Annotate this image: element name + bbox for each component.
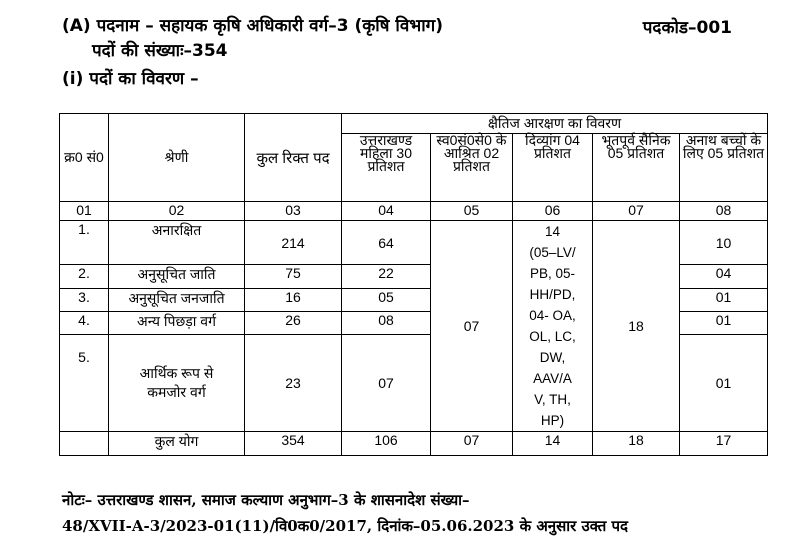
col-header-women: उत्तराखण्ड महिला 30 प्रतिशत — [342, 134, 431, 202]
table-row — [60, 221, 768, 265]
row-total: 23 — [245, 334, 342, 431]
row-orphan: 01 — [680, 334, 768, 431]
row-women: 05 — [342, 288, 431, 311]
row-orphan: 01 — [680, 311, 768, 334]
col-number: 03 — [245, 202, 342, 221]
col-header-sno: क्र0 सं0 — [60, 114, 109, 202]
divyang-line: OL, LC, — [529, 329, 576, 344]
note-line-2: 48/XVII-A-3/2023-01(11)/वि0क0/2017, दिनांक–05.06.2023 के अनुसार उक्त पद — [62, 517, 629, 535]
row-orphan: 04 — [680, 265, 768, 288]
col-number: 07 — [593, 202, 680, 221]
column-number-row — [60, 202, 768, 221]
section-heading: (i) पदों का विवरण – — [62, 69, 199, 89]
row-category: अनारक्षित — [109, 221, 245, 265]
divyang-line: PB, 05- — [529, 266, 576, 281]
merged-divyang — [513, 221, 593, 432]
total-total: 354 — [245, 432, 342, 456]
post-code: पदकोड–001 — [642, 18, 732, 38]
col-number: 01 — [60, 202, 109, 221]
row-total: 16 — [245, 288, 342, 311]
total-sno — [60, 432, 109, 456]
divyang-line: AAV/A — [533, 371, 572, 386]
total-label: कुल योग — [109, 432, 245, 456]
total-ex-servicemen: 18 — [593, 432, 680, 456]
divyang-line: 04- OA, — [529, 308, 576, 323]
merged-freedom-fighter: 07 — [431, 221, 513, 432]
col-number: 04 — [342, 202, 431, 221]
row-sno: 5. — [60, 334, 109, 431]
divyang-line: 14 — [544, 224, 561, 239]
note-line-1: नोटः– उत्तराखण्ड शासन, समाज कल्याण अनुभाग–3 के शासनादेश संख्या– — [62, 491, 470, 509]
row-women: 08 — [342, 311, 431, 334]
total-freedom-fighter: 07 — [431, 432, 513, 456]
row-total: 214 — [245, 221, 342, 265]
total-row — [60, 432, 768, 456]
col-header-divyang: दिव्यांग 04 प्रतिशत — [513, 134, 593, 202]
row-sno: 1. — [60, 221, 109, 265]
col-number: 08 — [680, 202, 768, 221]
divyang-line: HP) — [540, 413, 565, 428]
total-women: 106 — [342, 432, 431, 456]
total-orphan: 17 — [680, 432, 768, 456]
post-title: (A) पदनाम – सहायक कृषि अधिकारी वर्ग–3 (कृषि विभाग) — [62, 16, 443, 36]
col-number: 05 — [431, 202, 513, 221]
col-header-ex-servicemen: भूतपूर्व सैनिक 05 प्रतिशत — [593, 134, 680, 202]
row-category: अन्य पिछड़ा वर्ग — [109, 311, 245, 334]
total-divyang: 14 — [513, 432, 593, 456]
row-women: 07 — [342, 334, 431, 431]
row-total: 75 — [245, 265, 342, 288]
col-header-category: श्रेणी — [109, 114, 245, 202]
row-women: 22 — [342, 265, 431, 288]
col-header-orphan: अनाथ बच्चों के लिए 05 प्रतिशत — [680, 134, 768, 202]
reservation-table — [59, 113, 768, 456]
row-sno: 2. — [60, 265, 109, 288]
row-category: अनुसूचित जाति — [109, 265, 245, 288]
row-women: 64 — [342, 221, 431, 265]
row-total: 26 — [245, 311, 342, 334]
col-number: 02 — [109, 202, 245, 221]
row-category: आर्थिक रूप से कमजोर वर्ग — [109, 334, 245, 431]
col-header-freedom-fighter: स्व0सं0से0 के आश्रित 02 प्रतिशत — [431, 134, 513, 202]
row-orphan: 01 — [680, 288, 768, 311]
horizontal-reservation-header: क्षैतिज आरक्षण का विवरण — [342, 114, 768, 134]
divyang-line: HH/PD, — [529, 287, 576, 302]
divyang-line: V, TH, — [534, 392, 571, 407]
row-sno: 3. — [60, 288, 109, 311]
post-count: पदों की संख्याः–354 — [92, 41, 228, 61]
row-sno: 4. — [60, 311, 109, 334]
row-orphan: 10 — [680, 221, 768, 265]
merged-ex-servicemen: 18 — [593, 221, 680, 432]
divyang-line: (05–LV/ — [529, 245, 576, 260]
col-number: 06 — [513, 202, 593, 221]
col-header-total: कुल रिक्त पद — [245, 114, 342, 202]
divyang-line: DW, — [539, 350, 566, 365]
row-category: अनुसूचित जनजाति — [109, 288, 245, 311]
